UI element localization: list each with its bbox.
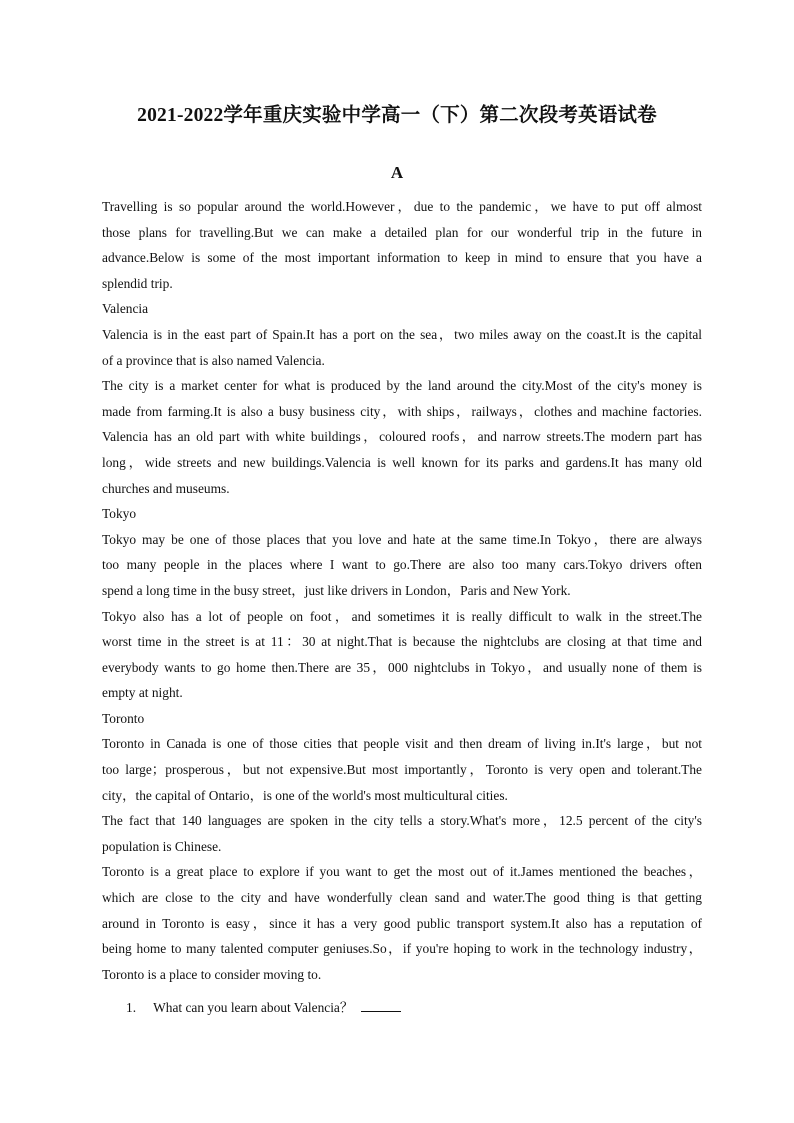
toronto-line: Toronto is a great place to explore if you want to get the most out of it.James mentioned the beaches， [102,864,702,880]
intro-line: advance.Below is some of the most important information to keep in mind to ensure that you have a [102,250,702,266]
toronto-line: Toronto is a place to consider moving to. [102,966,322,982]
toronto-line: which are close to the city and have wonderfully clean sand and water.The good thing is that getting [102,890,702,906]
tokyo-line: spend a long time in the busy street，just like drivers in London，Paris and New York. [102,582,571,598]
toronto-heading: Toronto [102,710,145,726]
toronto-line: The fact that 140 languages are spoken in the city tells a story.What's more，12.5 percent of the city's [102,813,702,829]
valencia-line: Valencia has an old part with white buildings，coloured roofs，and narrow streets.The modern part has [102,429,702,445]
toronto-line: city，the capital of Ontario，is one of the world's most multicultural cities. [102,787,508,803]
question-number: 1. [126,1000,137,1015]
question-1 [126,995,401,1020]
toronto-line: Toronto in Canada is one of those cities that people visit and then dream of living in.It's large，but not [102,736,702,752]
section-label: A [390,163,404,182]
passage [102,194,702,987]
valencia-line: long，wide streets and new buildings.Valencia is well known for its parks and gardens.It has many old [102,454,702,470]
intro-line: those plans for travelling.But we can make a detailed plan for our wonderful trip in the future in [102,224,702,240]
intro-line: splendid trip. [102,275,173,291]
valencia-line: Valencia is in the east part of Spain.It has a port on the sea，two miles away on the coast.It is the capital [102,326,702,342]
valencia-line: of a province that is also named Valencia. [102,352,325,368]
valencia-line: churches and museums. [102,480,230,496]
page-title: 2021-2022学年重庆实验中学高一（下）第二次段考英语试卷 [137,105,657,126]
tokyo-line: Tokyo also has a lot of people on foot，and sometimes it is really difficult to walk in the street.The [102,608,702,624]
valencia-line: The city is a market center for what is produced by the land around the city.Most of the city's money is [102,378,702,394]
toronto-line: around in Toronto is easy，since it has a very good public transport system.It also has a reputation of [102,915,702,931]
toronto-line: too large；prosperous，but not expensive.But most importantly，Toronto is very open and tolerant.The [102,762,702,778]
intro-line: Travelling is so popular around the world.However，due to the pandemic，we have to put off almost [102,199,702,214]
tokyo-line: everybody wants to go home then.There are 35，000 nightclubs in Tokyo，and usually none of them is [102,659,702,675]
tokyo-line: Tokyo may be one of those places that you love and hate at the same time.In Tokyo，there are always [102,531,702,547]
question-text: What can you learn about Valencia？ [153,1000,354,1015]
valencia-line: made from farming.It is also a busy business city，with ships，railways，clothes and machine factories. [102,403,702,419]
tokyo-line: empty at night. [102,685,183,701]
tokyo-line: too many people in the places where I want to go.There are also too many cars.Tokyo drivers often [102,557,702,573]
toronto-line: being home to many talented computer geniuses.So，if you're hoping to work in the technology industry， [102,941,702,957]
valencia-heading: Valencia [102,301,149,317]
tokyo-heading: Tokyo [102,506,137,522]
toronto-line: population is Chinese. [102,838,222,854]
tokyo-line: worst time in the street is at 11：30 at night.That is because the nightclubs are closing at that time and [102,634,702,650]
answer-blank[interactable] [361,997,401,1012]
